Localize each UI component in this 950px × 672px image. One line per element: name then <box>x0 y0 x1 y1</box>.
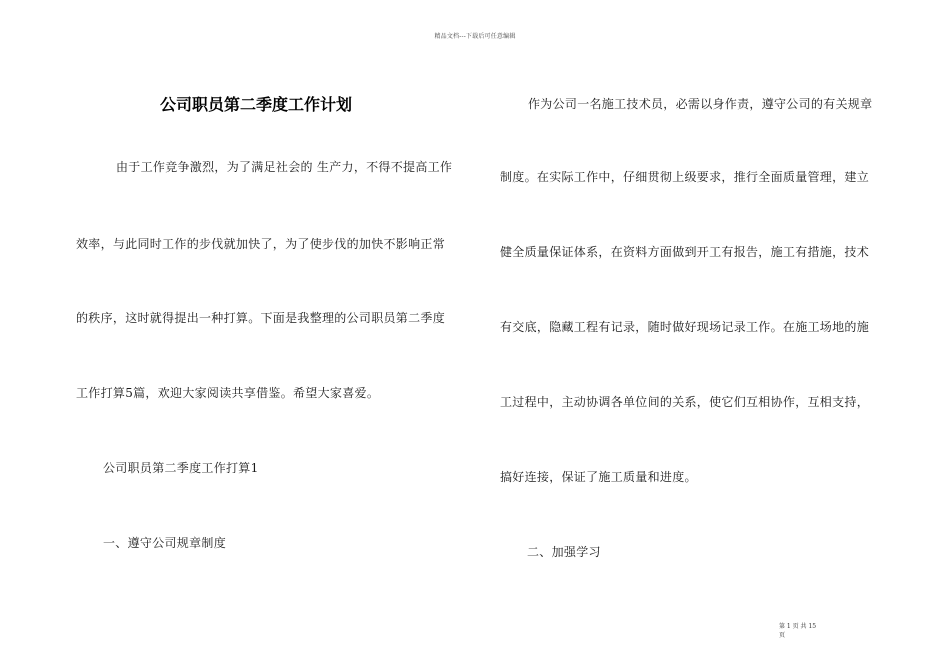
paragraph-line: 制度。在实际工作中，仔细贯彻上级要求，推行全面质量管理，建立 <box>500 170 870 184</box>
paragraph-line: 的秩序，这时就得提出一种打算。下面是我整理的公司职员第二季度 <box>76 311 446 325</box>
paragraph-line: 搞好连接，保证了施工质量和进度。 <box>500 470 697 484</box>
page-number-line: 页 <box>779 632 786 639</box>
paragraph-line: 工作打算5篇，欢迎大家阅读共享借鉴。希望大家喜爱。 <box>76 386 380 400</box>
paragraph-line: 由于工作竞争激烈，为了满足社会的 生产力，不得不提高工作 <box>116 160 453 174</box>
subsection-heading: 一、遵守公司规章制度 <box>103 536 227 550</box>
paragraph-line: 有交底，隐藏工程有记录，随时做好现场记录工作。在施工场地的施 <box>500 320 870 334</box>
paragraph-line: 健全质量保证体系，在资料方面做到开工有报告，施工有措施，技术 <box>500 245 870 259</box>
page-header: 精品文档---下载后可任意编辑 <box>434 33 516 40</box>
paragraph-line: 作为公司一名施工技术员，必需以身作责，遵守公司的有关规章 <box>528 97 873 111</box>
paragraph-line: 工过程中，主动协调各单位间的关系，使它们互相协作，互相支持， <box>500 395 870 409</box>
section-heading: 公司职员第二季度工作打算1 <box>103 461 259 475</box>
subsection-heading: 二、加强学习 <box>527 545 601 559</box>
page-number-line: 第 1 页 共 15 <box>779 623 817 630</box>
document-title: 公司职员第二季度工作计划 <box>160 95 353 114</box>
paragraph-line: 效率，与此同时工作的步伐就加快了，为了使步伐的加快不影响正常 <box>76 237 446 251</box>
page-number <box>779 622 839 640</box>
